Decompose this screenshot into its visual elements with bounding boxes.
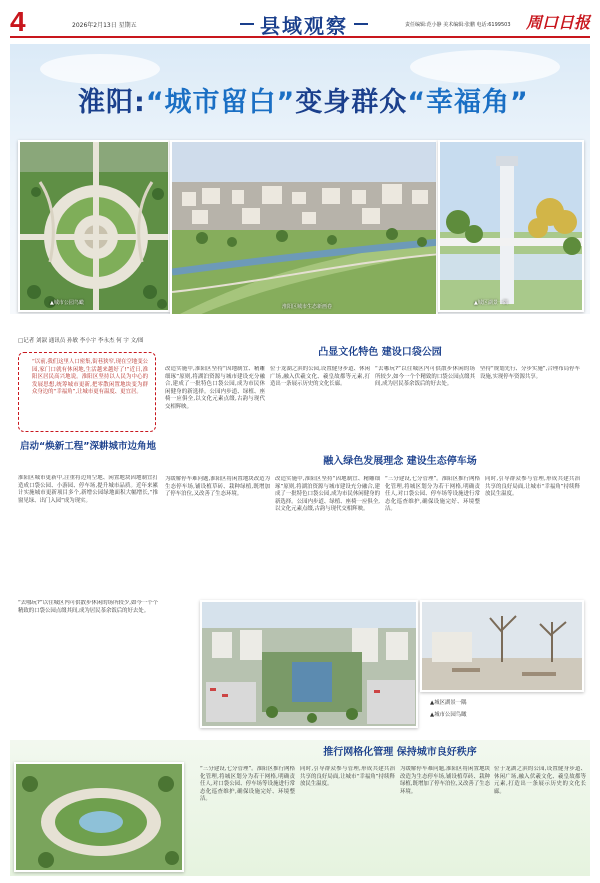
subhead-parking: 融入绿色发展理念 建设生态停车场 [323, 456, 477, 467]
photo-park-aerial [18, 140, 170, 312]
column-a2: “去哪玩?”以往城区内可供散步休闲的场所较少,如今一个个精致的口袋公园点缀其间,成为居民茶余饭后的好去处。 [18, 600, 158, 614]
feature-banner [10, 44, 590, 314]
column-c1: 为缓解停车难问题,淮阳区将闲置地块改造为生态停车场,铺设植草砖、栽种绿植,既增加了停车泊位,又改善了生态环境。 [165, 476, 270, 498]
editors-line: 责任编辑:范小静 美术编辑:张鹏 电话:6199503 [405, 22, 511, 28]
newspaper-logo: 周口日报 [525, 13, 590, 32]
bottom-section [10, 740, 590, 876]
park-aerial-illustration [20, 142, 170, 312]
photo-round-park [14, 762, 184, 872]
column-c4: 同时,引导群众参与管理,形成共建共治共享的良好局面,让城市“幸福角”持续释放民生温度。 [485, 476, 580, 498]
column-b1: 改造实施中,淮阳区坚持“因地制宜、精雕细琢”原则,将湖泊资源与城市建设充分融合,建成了一批特色口袋公园,成为市民休闲健身的新选择。公园内步道、绿植、座椅一应俱全,以文化元素点缀,古韵与现代交相辉映。 [165, 366, 265, 410]
subhead-grid: 推行网格化管理 保持城市良好秩序 [323, 747, 477, 758]
column-b2: 位于龙湖之滨的公园,设置健身步道、休闲广场,融入伏羲文化、羲皇故都等元素,打造出一条展示历史的文化长廊。 [270, 366, 370, 388]
photo-note-2: ▲城市公园鸟瞰 [430, 712, 467, 718]
issue-date: 2026年2月13日 星期五 [72, 22, 137, 29]
byline: □记者 刘淑 通讯员 孙敏 李小宇 李永杰 何 宇 文/图 [18, 338, 144, 344]
photo-parking-aerial [200, 600, 418, 728]
intro-text: “以前,我们这里人口密集,街巷狭窄,现在空地变公园,家门口就有休闲地,生活越来越好了!”近日,淮阳区居民高兴地说。淮阳区坚持以人民为中心的发展思想,统筹城市更新,把零散闲置地块变为群众身边的“幸福角”,让城市更有温度、更宜居。 [32, 359, 148, 396]
subhead-culture: 凸显文化特色 建设口袋公园 [318, 347, 442, 358]
column-b3: “去哪玩?”以往城区内可供散步休闲的场所较少,如今一个个精致的口袋公园点缀其间,成为居民茶余饭后的好去处。 [375, 366, 475, 388]
column-c2: 改造实施中,淮阳区坚持“因地制宜、精雕细琢”原则,将湖泊资源与城市建设充分融合,建成了一批特色口袋公园,成为市民休闲健身的新选择。公园内步道、绿植、座椅一应俱全,以文化元素点缀,古韵与现代交相辉映。 [275, 476, 380, 513]
column-d4: 位于龙湖之滨的公园,设置健身步道、休闲广场,融入伏羲文化、羲皇故都等元素,打造出一条展示历史的文化长廊。 [494, 766, 586, 795]
city-greenbelt-illustration [172, 142, 438, 314]
page-header [10, 8, 590, 38]
photo-pocket-park [420, 600, 584, 692]
caption-left: ▲城市公园鸟瞰 [50, 300, 84, 306]
section-title: 县域观察 [260, 10, 348, 39]
round-park-illustration [16, 764, 184, 872]
column-c3: “三分建设,七分管理”。淮阳区推行网格化管理,将城区划分为若干网格,明确责任人,对口袋公园、停车场等设施进行常态化巡查维护,确保设施完好、环境整洁。 [385, 476, 480, 513]
photo-note-1: ▲城区湖景一隅 [430, 700, 467, 706]
column-d2: 同时,引导群众参与管理,形成共建共治共享的良好局面,让城市“幸福角”持续释放民生温度。 [300, 766, 395, 788]
pocket-park-illustration [422, 602, 584, 692]
lake-tower-illustration [440, 142, 584, 312]
column-d3: 为缓解停车难问题,淮阳区将闲置地块改造为生态停车场,铺设植草砖、栽种绿植,既增加了停车泊位,又改善了生态环境。 [400, 766, 490, 795]
photo-city-greenbelt [170, 140, 438, 314]
photo-lake-tower [438, 140, 584, 312]
column-a1: 淮阳区城市更新中,注重将边角空地、闲置地块因地制宜打造成口袋公园、小游园、停车场,提升城市品质。近年来累计实施城市更新项目多个,新增公园绿地面积大幅增长,“推窗见绿、出门入园”成为现实。 [18, 475, 158, 504]
intro-box [18, 352, 156, 432]
column-d1: “三分建设,七分管理”。淮阳区推行网格化管理,将城区划分为若干网格,明确责任人,对口袋公园、停车场等设施进行常态化巡查维护,确保设施完好、环境整洁。 [200, 766, 295, 803]
parking-aerial-illustration [202, 602, 418, 728]
main-headline: 淮阳:“城市留白”变身群众“幸福角” [78, 87, 529, 118]
caption-center: 淮阳区城市生态新画卷 [282, 304, 333, 310]
page-number: 4 [10, 6, 26, 37]
column-b4: 坚持“规划先行、分步实施”,合理布局停车设施,实现停车资源共享。 [480, 366, 580, 380]
subhead-renewal: 启动“焕新工程”深耕城市边角地 [20, 441, 156, 452]
caption-right: ▲城区湖景一隅 [474, 300, 508, 306]
